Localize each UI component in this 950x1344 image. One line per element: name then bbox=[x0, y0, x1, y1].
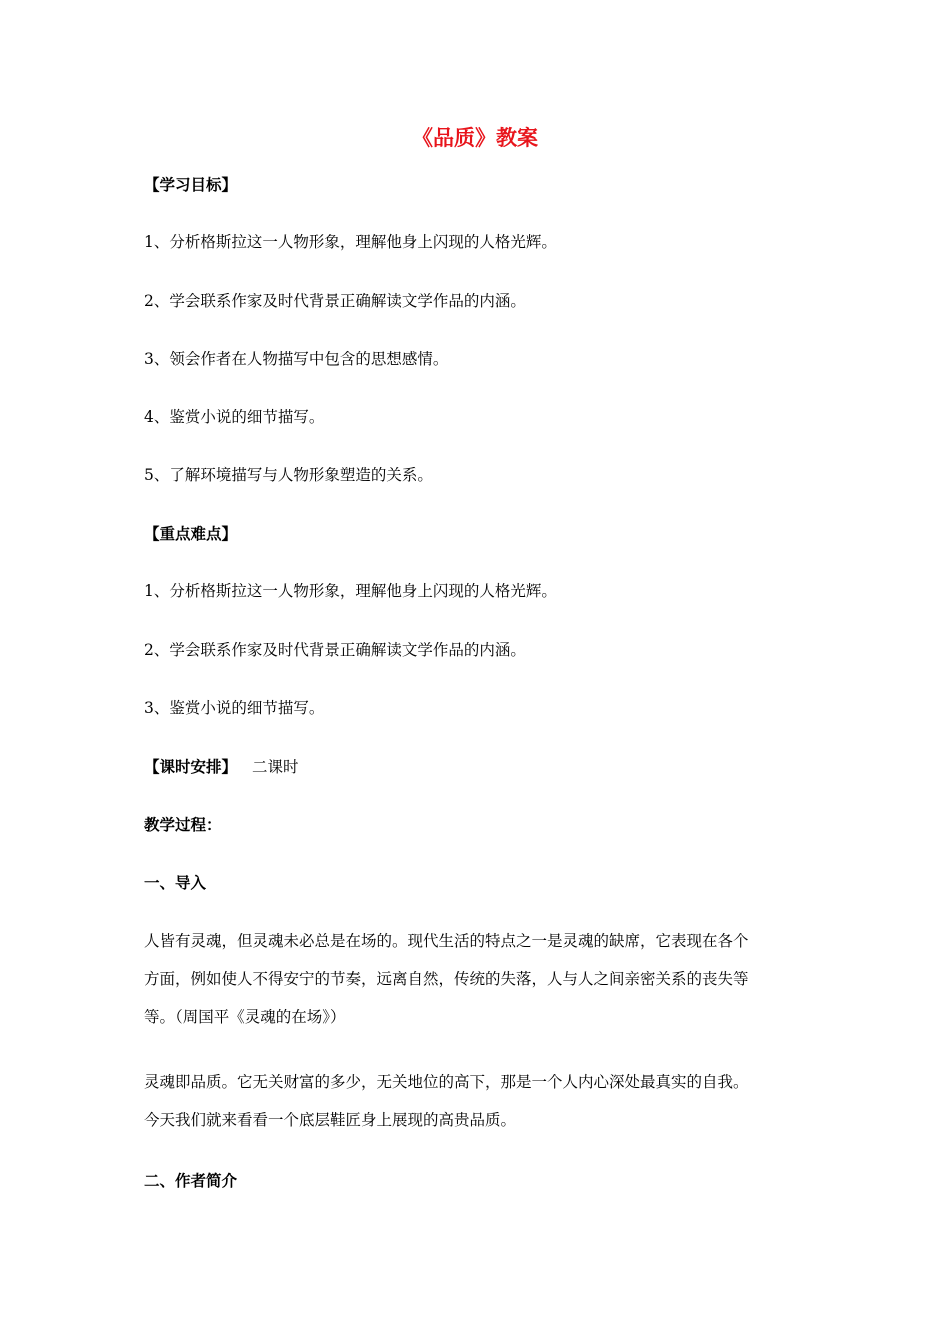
key-point-item: 2、学会联系作家及时代背景正确解读文学作品的内涵。 bbox=[144, 641, 526, 659]
learning-goal-item: 2、学会联系作家及时代背景正确解读文学作品的内涵。 bbox=[144, 292, 526, 310]
schedule-heading: 【课时安排】 bbox=[144, 758, 238, 776]
paragraph-line: 等。（周国平《灵魂的在场》） bbox=[144, 1008, 346, 1026]
schedule-value: 二课时 bbox=[251, 758, 299, 776]
intro-paragraph-1 bbox=[144, 922, 806, 1036]
intro-paragraph-2 bbox=[144, 1063, 806, 1139]
key-point-item: 1、分析格斯拉这一人物形象，理解他身上闪现的人格光辉。 bbox=[144, 582, 557, 600]
document-title: 《品质》教案 bbox=[412, 126, 538, 150]
paragraph-line: 灵魂即品质。它无关财富的多少，无关地位的高下，那是一个人内心深处最真实的自我。 bbox=[144, 1073, 749, 1091]
schedule-row bbox=[144, 756, 298, 778]
learning-goals-heading: 【学习目标】 bbox=[144, 176, 238, 194]
key-point-item: 3、鉴赏小说的细节描写。 bbox=[144, 699, 325, 717]
section-heading-intro: 一、导入 bbox=[144, 874, 207, 892]
section-heading-author: 二、作者简介 bbox=[144, 1172, 238, 1190]
learning-goal-item: 3、领会作者在人物描写中包含的思想感情。 bbox=[144, 350, 449, 368]
paragraph-line: 今天我们就来看看一个底层鞋匠身上展现的高贵品质。 bbox=[144, 1111, 517, 1129]
key-points-heading: 【重点难点】 bbox=[144, 525, 238, 543]
paragraph-line: 方面，例如使人不得安宁的节奏，远离自然，传统的失落，人与人之间亲密关系的丧失等 bbox=[144, 970, 749, 988]
paragraph-line: 人皆有灵魂，但灵魂未必总是在场的。现代生活的特点之一是灵魂的缺席，它表现在各个 bbox=[144, 932, 749, 950]
learning-goal-item: 4、鉴赏小说的细节描写。 bbox=[144, 408, 325, 426]
learning-goal-item: 1、分析格斯拉这一人物形象，理解他身上闪现的人格光辉。 bbox=[144, 233, 557, 251]
process-heading: 教学过程： bbox=[144, 816, 222, 834]
learning-goal-item: 5、了解环境描写与人物形象塑造的关系。 bbox=[144, 466, 433, 484]
